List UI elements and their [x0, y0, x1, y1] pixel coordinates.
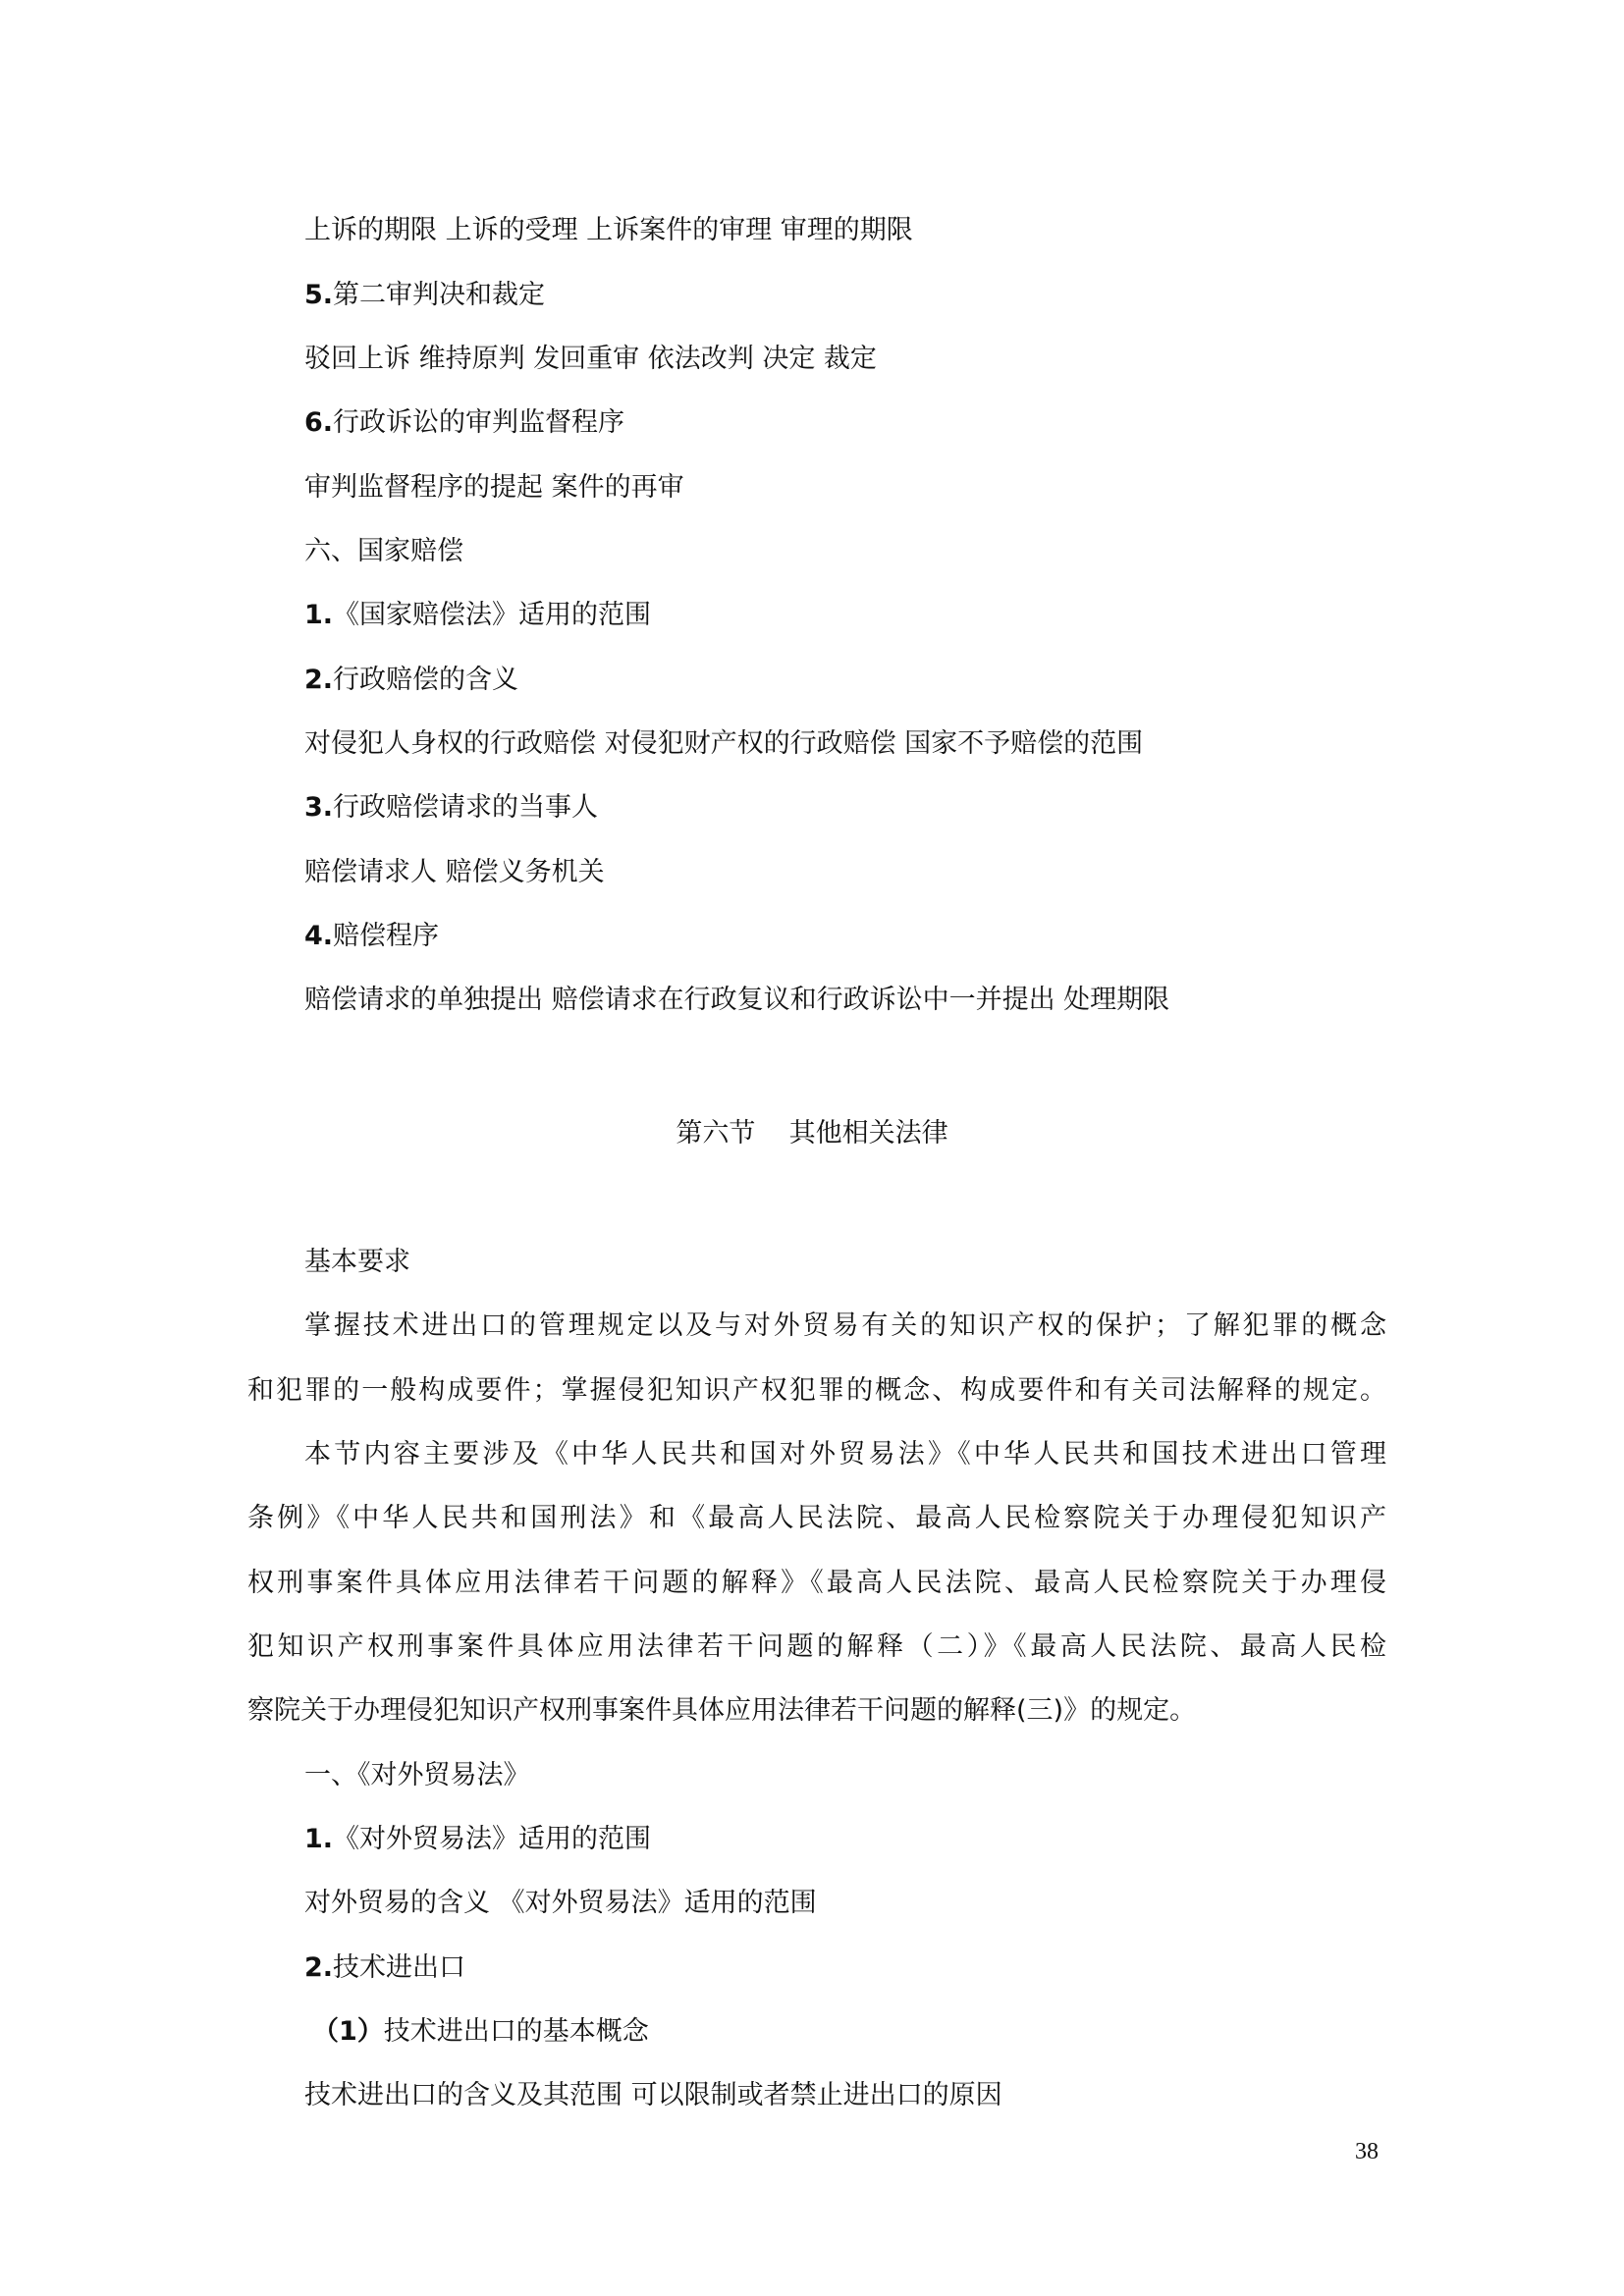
- section-heading: 六、国家赔偿: [304, 536, 463, 566]
- outline-line: 对外贸易的含义 《对外贸易法》适用的范围: [304, 1888, 817, 1918]
- outline-line: 上诉的期限 上诉的受理 上诉案件的审理 审理的期限: [304, 215, 913, 245]
- paragraph-line: 和犯罪的一般构成要件；掌握侵犯知识产权犯罪的概念、构成要件和有关司法解释的规定。: [247, 1375, 1386, 1406]
- paragraph-line: 察院关于办理侵犯知识产权刑事案件具体应用法律若干问题的解释(三)》的规定。: [247, 1695, 1197, 1726]
- outline-line: 对侵犯人身权的行政赔偿 对侵犯财产权的行政赔偿 国家不予赔偿的范围: [304, 728, 1144, 759]
- outline-line: 技术进出口的含义及其范围 可以限制或者禁止进出口的原因: [304, 2080, 1002, 2110]
- outline-line: 审判监督程序的提起 案件的再审: [304, 472, 684, 503]
- paragraph-line: 条例》《中华人民共和国刑法》和《最高人民法院、最高人民检察院关于办理侵犯知识产: [247, 1503, 1386, 1533]
- outline-line: 赔偿请求人 赔偿义务机关: [304, 857, 605, 887]
- outline-heading: 2.行政赔偿的含义: [304, 665, 519, 695]
- outline-heading: 2.技术进出口: [304, 1952, 466, 1983]
- outline-heading: 6.行政诉讼的审判监督程序: [304, 407, 625, 438]
- outline-subheading: （1）技术进出口的基本概念: [312, 2016, 649, 2047]
- outline-heading: 1.《国家赔偿法》适用的范围: [304, 600, 652, 630]
- page-number: 38: [1355, 2139, 1379, 2164]
- outline-heading: 1.《对外贸易法》适用的范围: [304, 1824, 652, 1854]
- outline-line: 赔偿请求的单独提出 赔偿请求在行政复议和行政诉讼中一并提出 处理期限: [304, 985, 1170, 1015]
- paragraph-line: 权刑事案件具体应用法律若干问题的解释》《最高人民法院、最高人民检察院关于办理侵: [247, 1568, 1386, 1598]
- outline-heading: 4.赔偿程序: [304, 921, 440, 951]
- section-title: 第六节 其他相关法律: [676, 1118, 948, 1148]
- outline-heading: 5.第二审判决和裁定: [304, 280, 546, 310]
- paragraph-line: 掌握技术进出口的管理规定以及与对外贸易有关的知识产权的保护；了解犯罪的概念: [304, 1310, 1386, 1341]
- paragraph-line: 犯知识产权刑事案件具体应用法律若干问题的解释（二）》《最高人民法院、最高人民检: [247, 1631, 1386, 1662]
- paragraph-line: 本节内容主要涉及《中华人民共和国对外贸易法》《中华人民共和国技术进出口管理: [304, 1439, 1386, 1469]
- section-heading: 一、《对外贸易法》: [304, 1760, 530, 1790]
- outline-line: 驳回上诉 维持原判 发回重审 依法改判 决定 裁定: [304, 344, 877, 374]
- outline-heading: 3.行政赔偿请求的当事人: [304, 792, 599, 823]
- basic-requirements-heading: 基本要求: [304, 1247, 410, 1277]
